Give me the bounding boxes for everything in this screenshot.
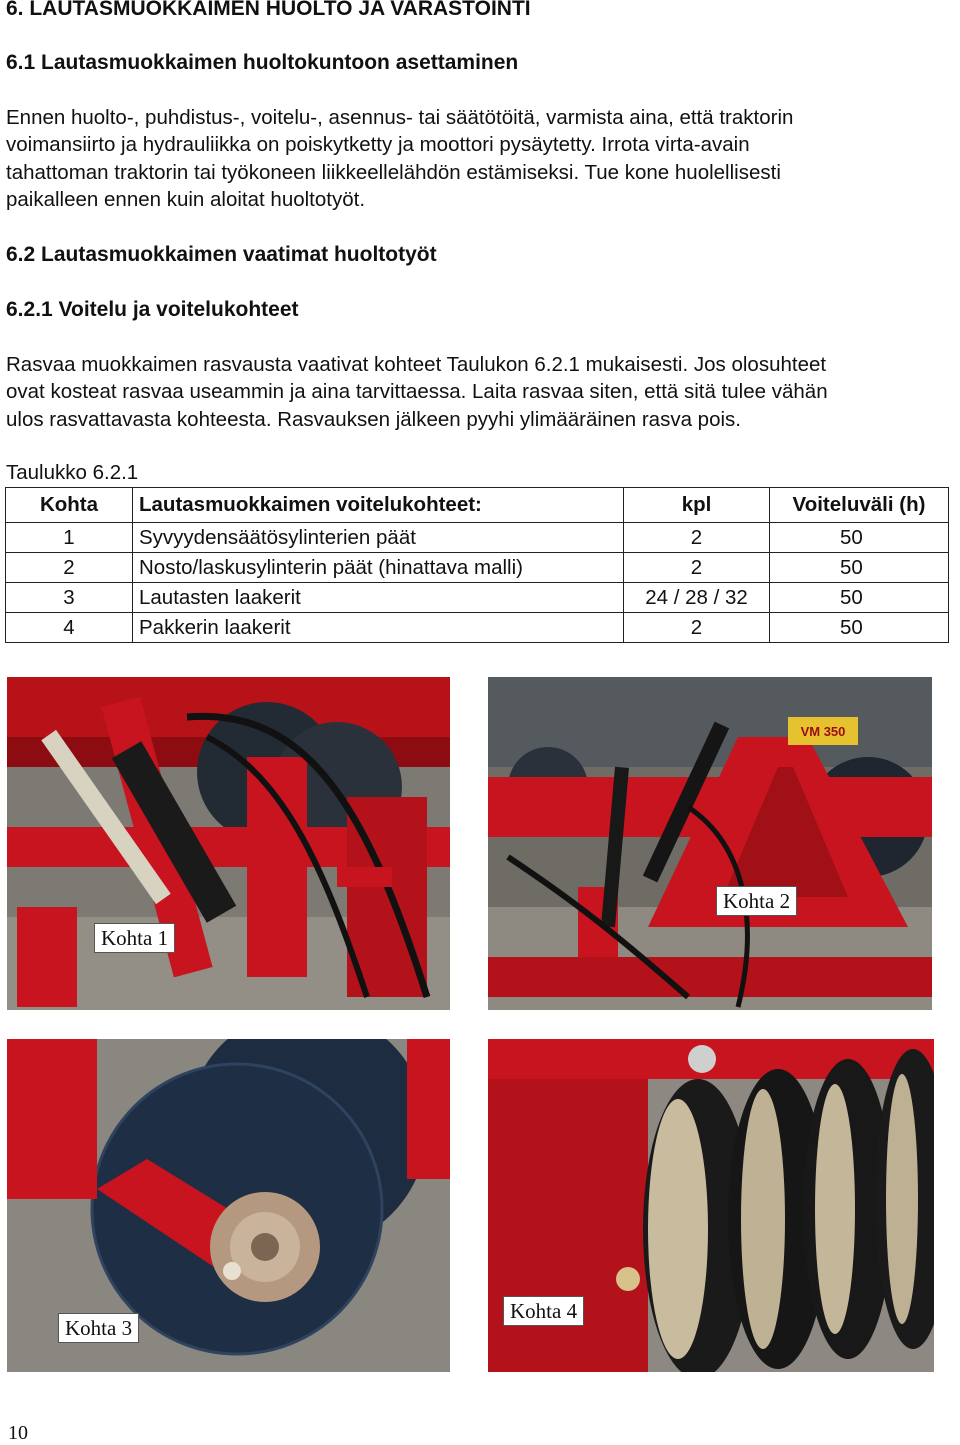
photo-label-kohta-4: Kohta 4	[503, 1296, 584, 1326]
section-6-2-1-paragraph	[6, 351, 958, 433]
photo-lubrication-point-2	[488, 677, 932, 1010]
table-cell: Lautasten laakerit	[133, 583, 624, 613]
paragraph-line: Ennen huolto-, puhdistus-, voitelu-, asennus- tai säätötöitä, varmista aina, että traktorin	[6, 106, 794, 129]
photo-1-illustration	[7, 677, 450, 1010]
photo-label-kohta-1: Kohta 1	[94, 923, 175, 953]
section-6-1-title: 6.1 Lautasmuokkaimen huoltokuntoon asettaminen	[6, 51, 519, 74]
table-row	[6, 523, 949, 553]
table-header-row	[6, 488, 949, 523]
machine-model-sign: VM 350	[800, 724, 846, 739]
table-cell: 2	[6, 553, 133, 583]
photo-lubrication-point-1	[7, 677, 450, 1010]
table-cell: 2	[624, 613, 770, 643]
section-6-2-title: 6.2 Lautasmuokkaimen vaatimat huoltotyöt	[6, 243, 437, 266]
table-header-cell: Lautasmuokkaimen voitelukohteet:	[133, 488, 624, 523]
paragraph-line: tahattoman traktorin tai työkoneen liikkeellelähdön estämiseksi. Tue kone huolellisesti	[6, 160, 781, 184]
paragraph-line: ulos rasvattavasta kohteesta. Rasvauksen jälkeen pyyhi ylimääräinen rasva pois.	[6, 407, 741, 431]
table-cell: 50	[770, 553, 949, 583]
page-number: 10	[8, 1422, 28, 1444]
photo-label-kohta-3: Kohta 3	[58, 1313, 139, 1343]
table-cell: 2	[624, 553, 770, 583]
section-6-1-paragraph	[6, 104, 958, 213]
chapter-heading: 6. LAUTASMUOKKAIMEN HUOLTO JA VARASTOINTI	[6, 0, 531, 20]
paragraph-line: Rasvaa muokkaimen rasvausta vaativat kohteet Taulukon 6.2.1 mukaisesti. Jos olosuhteet	[6, 353, 827, 376]
paragraph-line: voimansiirto ja hydrauliikka on poiskytketty ja moottori pysäytetty. Irrota virta-avain	[6, 133, 750, 157]
section-6-2-1-title: 6.2.1 Voitelu ja voitelukohteet	[6, 298, 299, 321]
paragraph-line: paikalleen ennen kuin aloitat huoltotyöt.	[6, 187, 366, 211]
table-cell: Nosto/laskusylinterin päät (hinattava malli)	[133, 553, 624, 583]
table-row	[6, 553, 949, 583]
table-header-cell: kpl	[624, 488, 770, 523]
table-cell: 1	[6, 523, 133, 553]
photo-2-illustration	[488, 677, 932, 1010]
table-row	[6, 583, 949, 613]
table-header-cell: Kohta	[6, 488, 133, 523]
table-cell: 24 / 28 / 32	[624, 583, 770, 613]
lubrication-table	[5, 487, 949, 643]
table-cell: Syvyydensäätösylinterien päät	[133, 523, 624, 553]
table-cell: 4	[6, 613, 133, 643]
photo-label-kohta-2: Kohta 2	[716, 886, 797, 916]
table-cell: 50	[770, 523, 949, 553]
table-row	[6, 613, 949, 643]
table-cell: 3	[6, 583, 133, 613]
table-cell: 50	[770, 613, 949, 643]
paragraph-line: ovat kosteat rasvaa useammin ja aina tarvittaessa. Laita rasvaa siten, että sitä tulee vähän	[6, 380, 828, 404]
table-header-cell: Voiteluväli (h)	[770, 488, 949, 523]
table-caption: Taulukko 6.2.1	[6, 461, 139, 484]
table-cell: 50	[770, 583, 949, 613]
table-cell: 2	[624, 523, 770, 553]
table-cell: Pakkerin laakerit	[133, 613, 624, 643]
